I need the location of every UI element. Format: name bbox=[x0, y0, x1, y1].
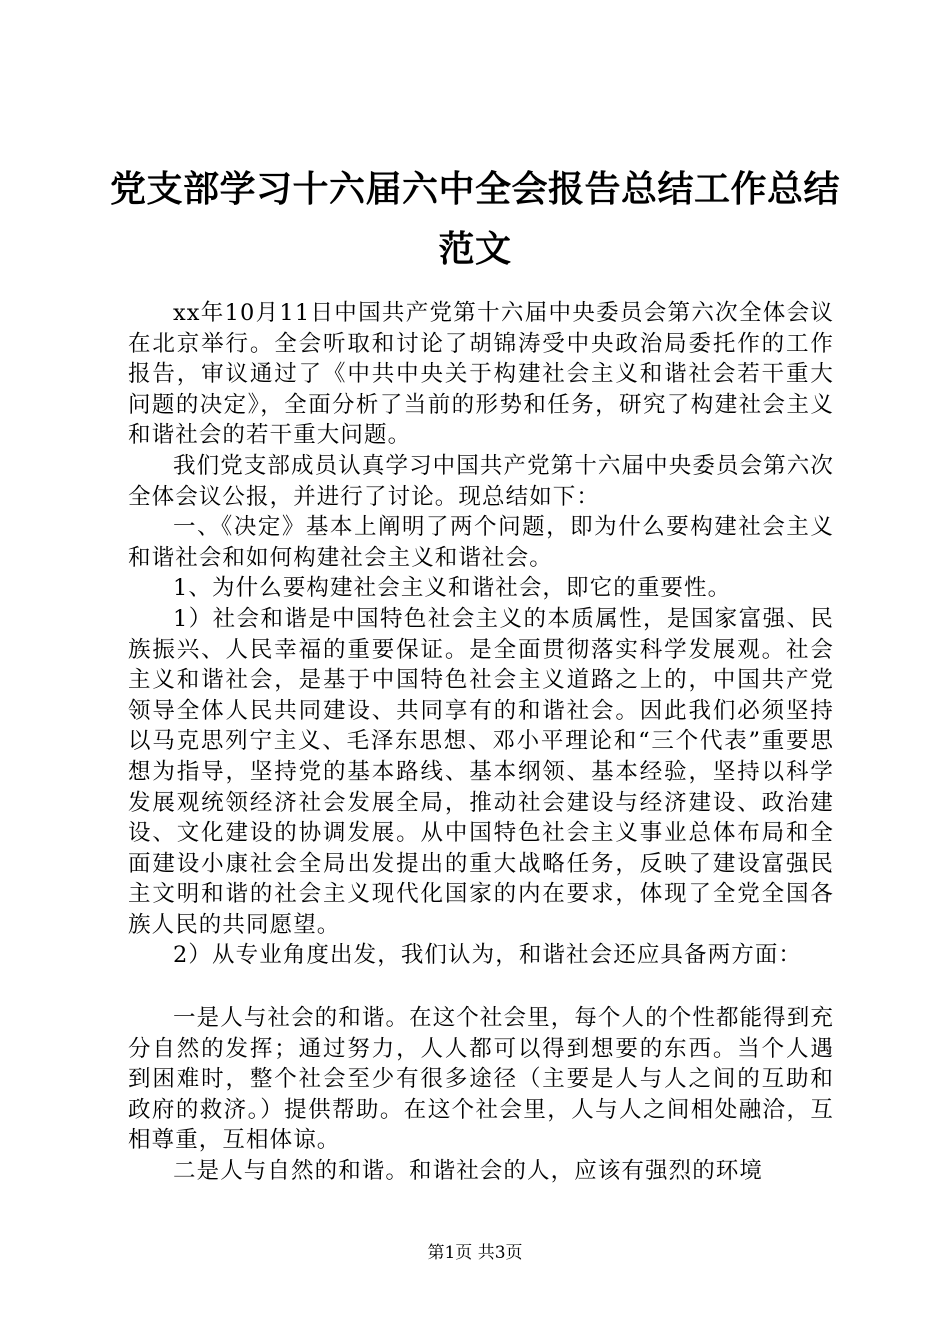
paragraph-item-1: 1、为什么要构建社会主义和谐社会，即它的重要性。 bbox=[173, 575, 732, 602]
paragraph-harmony-society: 一是人与社会的和谐。在这个社会里，每个人的个性都能得到充分自然的发挥；通过努力，人人都可以得到想要的东西。当个人遇到困难时，整个社会至少有很多途径（主要是人与人之间的互助和政府的救济。）提供帮助。在这个社会里，人与人之间相处融洽，互相尊重，互相体谅。 bbox=[128, 1005, 834, 1154]
paragraph-intro: xx年10月11日中国共产党第十六届中央委员会第六次全体会议在北京举行。全会听取和讨论了胡锦涛受中央政治局委托作的工作报告，审议通过了《中共中央关于构建社会主义和谐社会若干重大问题的决定》，全面分析了当前的形势和任务，研究了构建社会主义和谐社会的若干重大问题。 bbox=[128, 300, 834, 449]
paragraph-section-one: 一、《决定》基本上阐明了两个问题，即为什么要构建社会主义和谐社会和如何构建社会主义和谐社会。 bbox=[128, 514, 834, 571]
paragraph-harmony-nature: 二是人与自然的和谐。和谐社会的人，应该有强烈的环境 bbox=[173, 1158, 764, 1185]
paragraph-summary-lead: 我们党支部成员认真学习中国共产党第十六届中央委员会第六次全体会议公报，并进行了讨论。现总结如下： bbox=[128, 452, 834, 510]
paragraph-spacer bbox=[128, 971, 834, 1003]
page-footer: 第1页 共3页 bbox=[427, 1243, 523, 1263]
document-title: 党支部学习十六届六中全会报告总结工作总结范文 bbox=[110, 169, 841, 270]
paragraph-item-1-2: 2）从专业角度出发，我们认为，和谐社会还应具备两方面： bbox=[173, 942, 803, 969]
document-body bbox=[128, 298, 834, 1187]
paragraph-item-1-1: 1）社会和谐是中国特色社会主义的本质属性，是国家富强、民族振兴、人民幸福的重要保证。是全面贯彻落实科学发展观。社会主义和谐社会，是基于中国特色社会主义道路之上的，中国共产党领导全体人民共同建设、共同享有的和谐社会。因此我们必须坚持以马克思列宁主义、毛泽东思想、邓小平理论和“三个代表”重要思想为指导，坚持党的基本路线、基本纲领、基本经验，坚持以科学发展观统领经济社会发展全局，推动社会建设与经济建设、政治建设、文化建设的协调发展。从中国特色社会主义事业总体布局和全面建设小康社会全局出发提出的重大战略任务，反映了建设富强民主文明和谐的社会主义现代化国家的内在要求，体现了全党全国各族人民的共同愿望。 bbox=[128, 605, 834, 938]
